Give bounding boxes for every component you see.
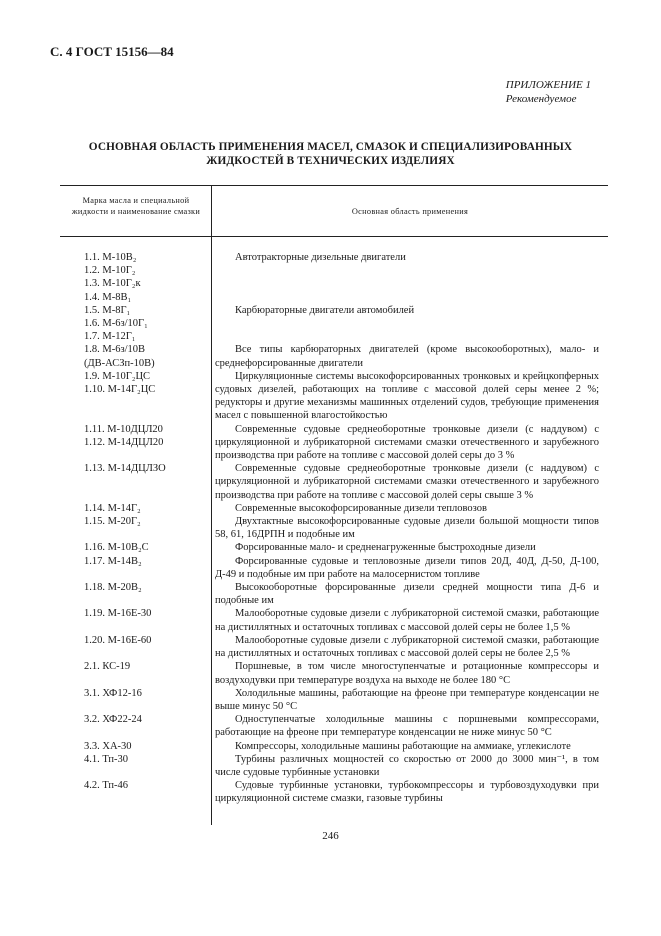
table-row <box>60 779 608 805</box>
table-body <box>60 251 608 806</box>
table-row <box>60 581 608 607</box>
grade-code: 4.2. Тп-46 <box>84 780 129 792</box>
table-row <box>60 555 608 581</box>
application-cell: Карбюраторные двигатели автомобилей <box>235 304 415 316</box>
table-row <box>60 634 608 660</box>
table-row <box>60 502 608 515</box>
grade-code: 1.12. М-14ДЦЛ20 <box>84 436 164 448</box>
application-cell: Все типы карбюраторных двигателей (кроме высокооборотных), мало- и среднефорсированные двигатели <box>215 344 599 369</box>
application-cell: Современные судовые среднеоборотные тронковые дизели (с наддувом) с циркуляционной и лубрикаторной системами смазки отечественного и зарубежного производства при работе на топливе с массовой долей серы до 3 % <box>215 423 599 462</box>
grade-code: 1.3. М-10Г₂к <box>84 278 141 290</box>
grade-cell <box>60 462 190 502</box>
grade-cell <box>60 607 190 633</box>
grade-cell <box>60 502 190 515</box>
grade-cell <box>60 291 190 344</box>
grade-cell <box>60 753 190 779</box>
grade-code: 1.13. М-14ДЦЛЗО <box>84 463 166 475</box>
grade-cell <box>60 423 190 463</box>
document-header: С. 4 ГОСТ 15156—84 <box>50 44 174 59</box>
column-header-grade: Марка масла и специальной жидкости и наименование смазки <box>71 196 201 216</box>
grade-code: 1.11. М-10ДЦЛ20 <box>84 423 163 435</box>
appendix-title: ПРИЛОЖЕНИЕ 1 <box>505 79 591 91</box>
grade-code: 1.19. М-16Е-30 <box>84 608 152 620</box>
appendix-status: Рекомендуемое <box>505 93 577 105</box>
table-row <box>60 753 608 779</box>
application-cell: Двухтактные высокофорсированные судовые дизели большой мощности типов 58, 61, 16ДРПН и подобные им <box>215 516 599 541</box>
title-line-2: ЖИДКОСТЕЙ В ТЕХНИЧЕСКИХ ИЗДЕЛИЯХ <box>206 155 455 167</box>
grade-code: 1.14. М-14Г₂ <box>84 502 141 514</box>
table-row <box>60 343 608 369</box>
grade-cell <box>60 687 190 713</box>
document-title <box>60 140 601 168</box>
grade-code: 3.1. ХФ12-16 <box>84 687 142 699</box>
application-cell: Форсированные мало- и средненагруженные быстроходные дизели <box>235 542 536 554</box>
grade-cell <box>60 713 190 739</box>
table-row <box>60 462 608 502</box>
application-table <box>60 185 608 825</box>
grade-code: 3.3. ХА-30 <box>84 740 132 752</box>
grade-cell <box>60 343 190 369</box>
grade-cell <box>60 251 190 291</box>
table-row <box>60 291 608 344</box>
table-row <box>60 687 608 713</box>
application-cell: Современные судовые среднеоборотные тронковые дизели (с наддувом) с циркуляционной и лубрикаторной системами смазки отечественного и зарубежного производства при работе на топливе с массовой долей серы свыше 3 % <box>215 463 599 501</box>
application-cell: Малооборотные судовые дизели с лубрикаторной системой смазки, работающие на дистиллятных и остаточных топливах с массовой долей серы не более 1,5 % <box>215 608 599 633</box>
grade-code: 1.18. М-20В₂ <box>84 582 142 594</box>
appendix-label <box>506 78 591 106</box>
grade-code: 1.9. М-10Г₂ЦС <box>84 370 151 382</box>
grade-code: (ДВ-АСЗп-10В) <box>84 357 155 369</box>
grade-cell <box>60 779 190 805</box>
table-row <box>60 515 608 541</box>
grade-code: 1.8. М-6з/10В <box>84 344 146 356</box>
grade-code: 1.20. М-16Е-60 <box>84 634 152 646</box>
table-row <box>60 370 608 423</box>
application-cell: Высокооборотные форсированные дизели средней мощности типа Д-6 и подобные им <box>215 582 599 607</box>
grade-cell <box>60 634 190 660</box>
grade-code: 4.1. Тп-30 <box>84 753 129 765</box>
grade-code: 1.2. М-10Г₂ <box>84 265 136 277</box>
grade-cell <box>60 660 190 686</box>
table-row <box>60 660 608 686</box>
grade-code: 1.17. М-14В₂ <box>84 555 142 567</box>
grade-code: 3.2. ХФ22-24 <box>84 714 142 726</box>
title-line-1: ОСНОВНАЯ ОБЛАСТЬ ПРИМЕНЕНИЯ МАСЕЛ, СМАЗОК И СПЕЦИАЛИЗИРОВАННЫХ <box>88 141 573 153</box>
grade-code: 1.5. М-8Г₁ <box>84 304 131 316</box>
application-cell: Автотракторные дизельные двигатели <box>235 252 406 263</box>
page-number: 246 <box>322 830 339 842</box>
table-row <box>60 541 608 554</box>
grade-cell <box>60 515 190 541</box>
table-row <box>60 607 608 633</box>
grade-code: 1.6. М-6з/10Г₁ <box>84 318 148 330</box>
grade-cell <box>60 581 190 607</box>
application-cell: Форсированные судовые и тепловозные дизели типов 20Д, 40Д, Д-50, Д-100, Д-49 и подобные им при работе на малосернистом топливе <box>215 555 599 580</box>
grade-cell <box>60 555 190 581</box>
grade-cell <box>60 370 190 423</box>
application-cell: Одноступенчатые холодильные машины с поршневыми компрессорами, работающие на фреоне при температуре конденсации не ниже минус 50 °С <box>215 714 599 739</box>
application-cell: Судовые турбинные установки, турбокомпрессоры и турбовоздуходувки при циркуляционной системе смазки, газовые турбины <box>215 780 599 805</box>
grade-code: 1.1. М-10В₂ <box>84 252 137 263</box>
grade-cell <box>60 740 190 753</box>
application-cell: Циркуляционные системы высокофорсированных тронковых и крейцкопферных судовых дизелей, работающих на топливе с массовой долей серы менее 2 %; редукторы и другие механизмы машинных отделений судов, требующие применения масел с повышенной влагостойкостью <box>215 370 599 422</box>
grade-code: 1.15. М-20Г₂ <box>84 516 141 528</box>
table-row <box>60 713 608 739</box>
table-header-rule <box>60 236 608 237</box>
grade-code: 1.16. М-10В₂С <box>84 542 149 554</box>
table-row <box>60 251 608 291</box>
application-cell: Холодильные машины, работающие на фреоне при температуре конденсации не выше минус 50 °С <box>215 687 599 712</box>
grade-cell <box>60 541 190 554</box>
grade-code: 2.1. КС-19 <box>84 661 131 673</box>
grade-code: 1.7. М-12Г₁ <box>84 331 136 343</box>
application-cell: Малооборотные судовые дизели с лубрикаторной системой смазки, работающие на дистиллятных и остаточных топливах с массовой долей серы не более 2,5 % <box>215 634 599 660</box>
application-cell: Компрессоры, холодильные машины работающие на аммиаке, углекислоте <box>235 740 571 752</box>
column-header-application: Основная область применения <box>351 207 469 216</box>
table-top-rule <box>60 185 608 186</box>
table-row <box>60 423 608 463</box>
grade-code: 1.10. М-14Г₂ЦС <box>84 384 156 396</box>
table-row <box>60 740 608 753</box>
application-cell: Современные высокофорсированные дизели тепловозов <box>235 502 487 514</box>
grade-code: 1.4. М-8В₁ <box>84 291 132 303</box>
application-cell: Поршневые, в том числе многоступенчатые и ротационные компрессоры и воздуходувки при температуре воздуха на выходе не более 180 °С <box>215 661 599 686</box>
application-cell: Турбины различных мощностей со скоростью от 2000 до 3000 мин⁻¹, в том числе судовые турбинные установки <box>215 753 599 778</box>
